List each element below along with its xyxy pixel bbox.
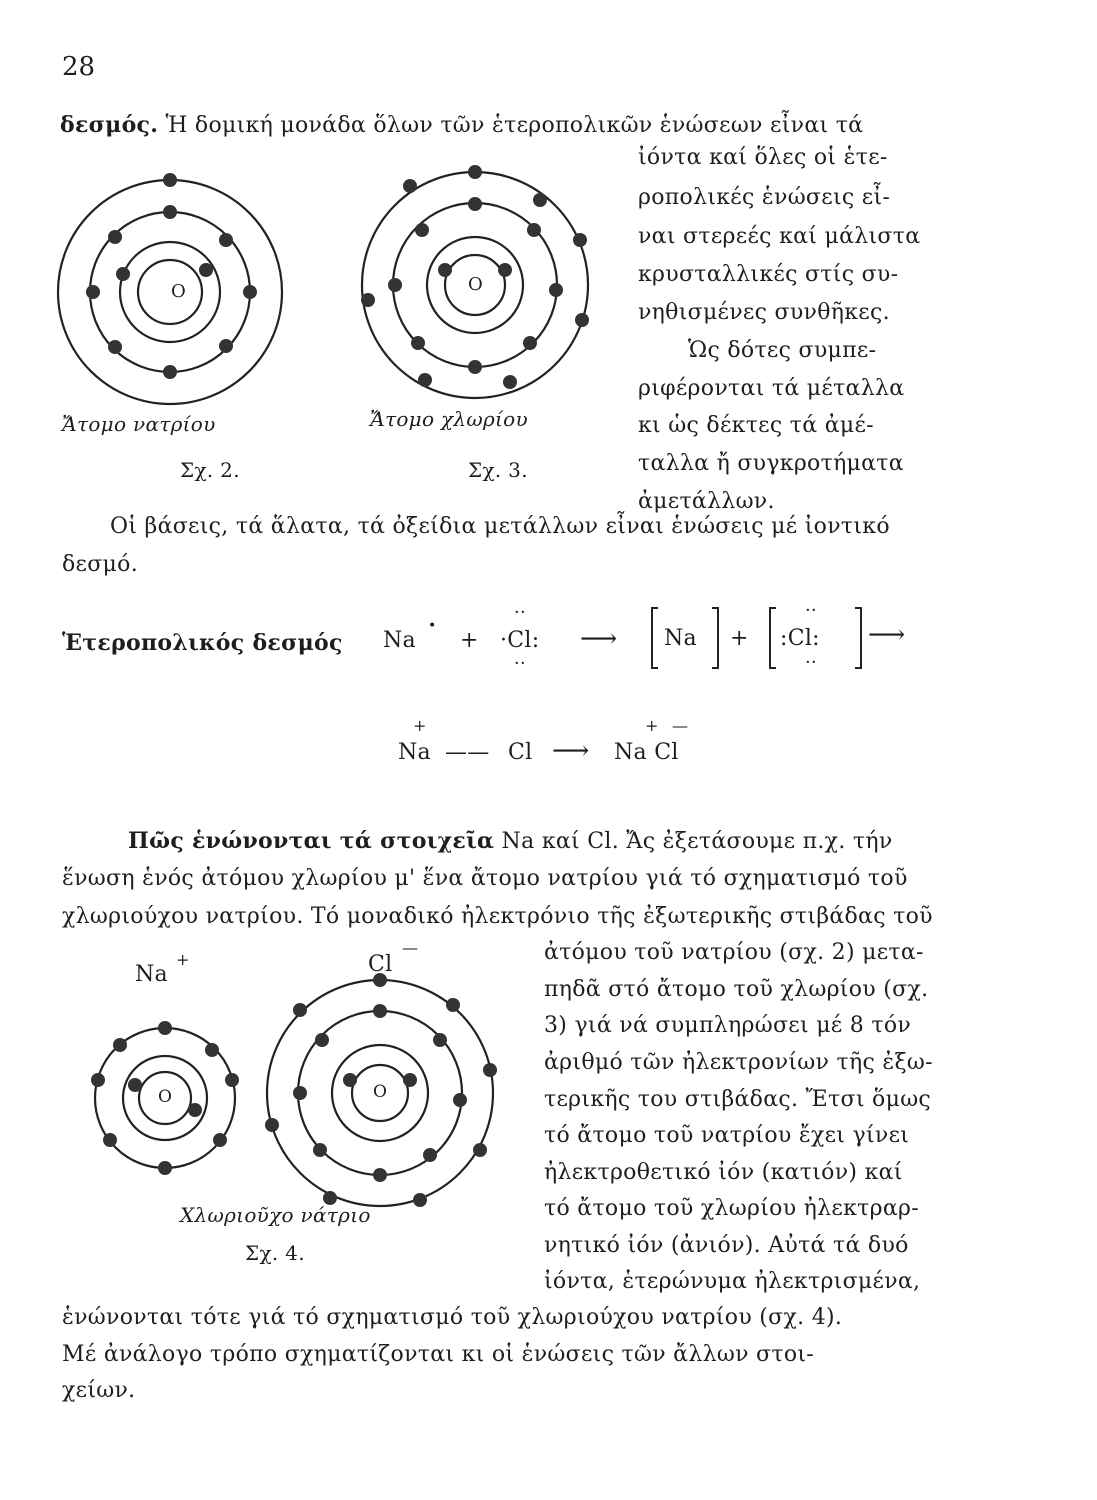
eq1-ion-cl-dots-top: ·· [805, 600, 818, 621]
sodium-ion-nucleus: O [158, 1087, 173, 1107]
paragraph2-right-line: τό ἄτομο τοῦ νατρίου ἔχει γίνει [544, 1123, 910, 1148]
final-line: ἑνώνονται τότε γιά τό σχηματισμό τοῦ χλωριούχου νατρίου (σχ. 4). [62, 1305, 843, 1330]
sodium-nucleus: O [171, 281, 187, 302]
top-right-line: ναι στερεές καί μάλιστα [638, 224, 921, 249]
eq1-plus: + [460, 628, 479, 653]
eq2-plus: + [413, 716, 427, 735]
paragraph2-line: ἕνωση ἑνός ἀτόμου χλωρίου μ' ἕνα ἄτομο νατρίου γιά τό σχηματισμό τοῦ [62, 866, 908, 891]
fig3-caption: Ἄτομο χλωρίου [370, 407, 528, 431]
eq2-arrow: ⟶ [552, 736, 590, 766]
equation-label: Ἑτεροπολικός δεσμός [62, 630, 343, 656]
paragraph2-right-line: ἀριθμό τῶν ἠλεκτρονίων τῆς ἐξω- [544, 1050, 933, 1075]
eq1-arrow: ⟶ [580, 624, 618, 654]
paragraph2-right-line: ἰόντα, ἑτερώνυμα ἠλεκτρισμένα, [544, 1269, 921, 1294]
fig4-cl-ion: Cl [368, 952, 393, 977]
top-right-line: ταλλα ἤ συγκροτήματα [638, 451, 904, 476]
top-right-line: κι ὡς δέκτες τά ἀμέ- [638, 413, 874, 438]
eq1-ion-cl: :Cl: [780, 626, 820, 651]
paragraph2-right-line: τερικῆς του στιβάδας. Ἔτσι ὅμως [544, 1087, 932, 1112]
fig2-label: Σχ. 2. [180, 458, 240, 482]
fig4-na-ion: Na [135, 962, 168, 987]
top-right-line: ἰόντα καί ὅλες οἱ ἑτε- [638, 145, 888, 170]
paragraph2-heading-rest: Na καί Cl. Ἄς ἐξετάσουμε π.χ. τήν [494, 829, 893, 854]
eq2-minus-sign: — [672, 716, 689, 735]
sodium-electrons [86, 173, 257, 379]
top-right-line: κρυσταλλικές στίς συ- [638, 262, 899, 287]
paragraph2-heading-line [128, 828, 893, 854]
top-right-line: Ὡς δότες συμπε- [688, 338, 877, 363]
eq1-ion-cl-dots-bottom: ·· [805, 652, 818, 673]
fig2-caption: Ἄτομο νατρίου [62, 412, 216, 436]
final-line: Μέ ἀνάλογο τρόπο σχηματίζονται κι οἱ ἑνώσεις τῶν ἄλλων στοι- [62, 1342, 815, 1367]
eq2-plus-sign: + [645, 716, 659, 735]
paragraph2-right-line: ἠλεκτροθετικό ἰόν (κατιόν) καί [544, 1160, 903, 1185]
eq1-arrow-2: ⟶ [868, 620, 906, 650]
top-right-line: ριφέρονται τά μέταλλα [638, 376, 905, 401]
paragraph2-heading: Πῶς ἑνώνονται τά στοιχεῖα [128, 828, 495, 854]
paragraph2-right-line: τό ἄτομο τοῦ χλωρίου ἠλεκτραρ- [544, 1196, 919, 1221]
eq1-cl-dots-bottom: ·· [514, 653, 527, 674]
fig3-label: Σχ. 3. [468, 458, 528, 482]
paragraph1-line: Οἱ βάσεις, τά ἅλατα, τά ὀξείδια μετάλλων εἶναι ἑνώσεις μέ ἰοντικό [110, 514, 890, 539]
paragraph2-right-line: 3) γιά νά συμπληρώσει μέ 8 τόν [544, 1013, 912, 1038]
eq2-bond: —— [445, 740, 490, 765]
page-number: 28 [62, 52, 96, 82]
eq1-cl: ·Cl: [500, 628, 540, 653]
term-desmos: δεσμός. [60, 112, 159, 138]
eq1-ion-na: Na [664, 626, 697, 651]
eq1-cl-dots-top: ·· [514, 602, 527, 623]
eq2-product: Na Cl [614, 740, 679, 765]
chloride-ion-nucleus: O [373, 1082, 388, 1102]
fig4-caption: Χλωριοῦχο νάτριο [180, 1203, 371, 1227]
paragraph2-right-line: ἀτόμου τοῦ νατρίου (σχ. 2) μετα- [544, 940, 924, 965]
final-line: χείων. [62, 1378, 136, 1403]
top-right-line: ροπολικές ἑνώσεις εἶ- [638, 185, 891, 210]
eq1-na: Na [383, 628, 416, 653]
eq1-na-dot: • [428, 618, 437, 634]
paragraph2-right-line: νητικό ἰόν (ἀνιόν). Αὐτά τά δυό [544, 1233, 909, 1258]
top-right-line: ἀμετάλλων. [638, 489, 775, 514]
fig4-na-charge: + [176, 950, 190, 969]
fig4-label: Σχ. 4. [245, 1241, 305, 1265]
top-right-line: νηθισμένες συνθῆκες. [638, 300, 890, 325]
paragraph1-line: δεσμό. [62, 552, 138, 577]
fig4-cl-charge: — [402, 938, 419, 957]
paragraph2-line: χλωριούχου νατρίου. Τό μοναδικό ἠλεκτρόνιο τῆς ἐξωτερικῆς στιβάδας τοῦ [62, 904, 933, 929]
eq2-cl: Cl [508, 740, 533, 765]
chlorine-nucleus: O [468, 274, 484, 295]
paragraph2-right-line: πηδᾶ στό ἄτομο τοῦ χλωρίου (σχ. [544, 977, 929, 1002]
eq2-na: Na [398, 740, 431, 765]
top-first-line-rest: Ἡ δομική μονάδα ὅλων τῶν ἑτεροπολικῶν ἑνώσεων εἶναι τά [158, 113, 864, 138]
eq1-plus-2: + [730, 626, 749, 651]
